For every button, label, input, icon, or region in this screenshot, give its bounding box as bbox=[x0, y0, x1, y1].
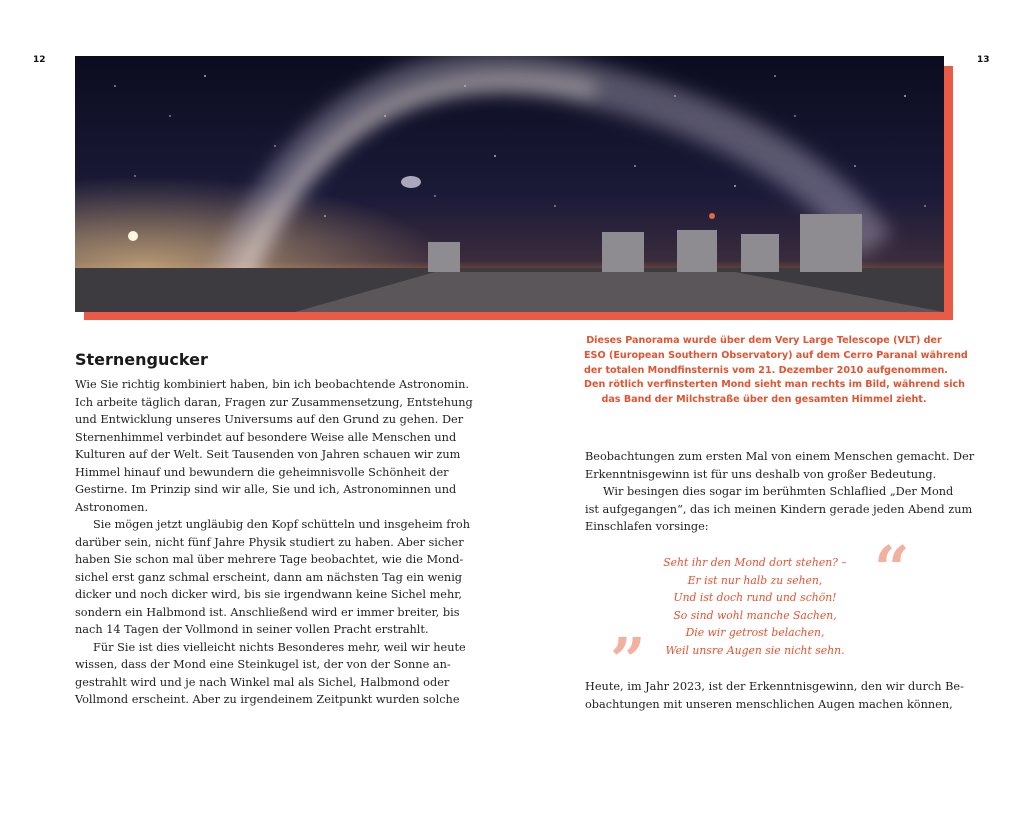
page-number-right: 13 bbox=[977, 55, 990, 65]
text-line: Heute, im Jahr 2023, ist der Erkenntnisgewinn, den wir durch Be- bbox=[585, 680, 964, 693]
text-line: Ich arbeite täglich daran, Fragen zur Zusammensetzung, Entstehung bbox=[75, 395, 473, 409]
text-line: Wir besingen dies sogar im berühmten Schlaflied „Der Mond bbox=[603, 485, 954, 498]
text-line: und Entwicklung unseres Universums auf den Grund zu gehen. Der bbox=[75, 413, 464, 426]
poem-quote bbox=[640, 554, 870, 660]
poem-line: Weil unsre Augen sie nicht sehn. bbox=[665, 643, 845, 657]
section-heading: Sternengucker bbox=[75, 350, 208, 369]
text-line: ist aufgegangen“, das ich meinen Kindern gerade jeden Abend zum bbox=[585, 502, 973, 516]
text-line: Einschlafen vorsinge: bbox=[585, 520, 709, 533]
text-line: nach 14 Tagen der Vollmond in seiner vollen Pracht erstrahlt. bbox=[75, 623, 429, 636]
text-line: Himmel hinauf und bewundern die geheimnisvolle Schönheit der bbox=[75, 465, 449, 479]
text-line: Sternenhimmel verbindet auf besondere Weise alle Menschen und bbox=[75, 430, 457, 444]
caption-line: der totalen Mondfinsternis vom 21. Dezember 2010 aufgenommen. bbox=[584, 364, 948, 376]
text-line: dicker und noch dicker wird, bis sie irgendwann keine Sichel mehr, bbox=[75, 588, 462, 601]
text-line: Erkenntnisgewinn ist für uns deshalb von großer Bedeutung. bbox=[585, 467, 937, 481]
caption-line: das Band der Milchstraße über den gesamten Himmel zieht. bbox=[601, 394, 927, 406]
caption-line: ESO (European Southern Observatory) auf dem Cerro Paranal während bbox=[584, 349, 968, 361]
image-caption bbox=[584, 334, 968, 408]
text-line: sondern ein Halbmond ist. Anschließend wird er immer breiter, bis bbox=[75, 605, 460, 619]
text-line: Sie mögen jetzt ungläubig den Kopf schütteln und insgeheim froh bbox=[93, 518, 470, 531]
caption-line: Dieses Panorama wurde über dem Very Large Telescope (VLT) der bbox=[586, 335, 942, 346]
left-text-column bbox=[75, 376, 473, 709]
caption-line: Den rötlich verfinsterten Mond sieht man rechts im Bild, während sich bbox=[584, 379, 966, 391]
magellanic-cloud bbox=[401, 176, 421, 188]
poem-line: So sind wohl manche Sachen, bbox=[673, 608, 837, 622]
text-line: Beobachtungen zum ersten Mal von einem Menschen gemacht. Der bbox=[585, 450, 975, 463]
text-line: Wie Sie richtig kombiniert haben, bin ich beobachtende Astronomin. bbox=[75, 378, 469, 391]
right-text-column-top bbox=[585, 448, 975, 536]
page-number-left: 12 bbox=[33, 55, 46, 65]
text-line: sichel erst ganz schmal erscheint, dann am nächsten Tag ein wenig bbox=[75, 570, 463, 584]
right-text-column-bottom bbox=[585, 678, 964, 713]
poem-line: Und ist doch rund und schön! bbox=[673, 591, 837, 605]
text-line: obachtungen mit unseren menschlichen Augen machen können, bbox=[585, 697, 953, 711]
bright-planet bbox=[128, 231, 138, 241]
poem-line: Die wir getrost belachen, bbox=[685, 626, 825, 640]
text-line: haben Sie schon mal über mehrere Tage beobachtet, wie die Mond- bbox=[75, 553, 464, 566]
text-line: wissen, dass der Mond eine Steinkugel ist, der von der Sonne an- bbox=[75, 658, 451, 671]
closing-quote-mark: ” bbox=[610, 624, 646, 697]
text-line: Für Sie ist dies vielleicht nichts Besonderes mehr, weil wir heute bbox=[93, 640, 466, 654]
text-line: darüber sein, nicht fünf Jahre Physik studiert zu haben. Aber sicher bbox=[75, 535, 464, 549]
eclipsed-moon bbox=[709, 213, 715, 219]
text-line: Astronomen. bbox=[75, 500, 149, 514]
panorama-image bbox=[75, 56, 944, 312]
poem-line: Seht ihr den Mond dort stehen? – bbox=[663, 556, 847, 569]
opening-quote-mark: “ bbox=[874, 532, 910, 605]
poem-line: Er ist nur halb zu sehen, bbox=[687, 573, 823, 587]
text-line: Gestirne. Im Prinzip sind wir alle, Sie und ich, Astronominnen und bbox=[75, 483, 457, 496]
night-sky-panorama bbox=[75, 56, 944, 312]
text-line: Kulturen auf der Welt. Seit Tausenden von Jahren schauen wir zum bbox=[75, 448, 461, 461]
text-line: gestrahlt wird und je nach Winkel mal als Sichel, Halbmond oder bbox=[75, 675, 450, 689]
text-line: Vollmond erscheint. Aber zu irgendeinem Zeitpunkt wurden solche bbox=[75, 693, 460, 706]
